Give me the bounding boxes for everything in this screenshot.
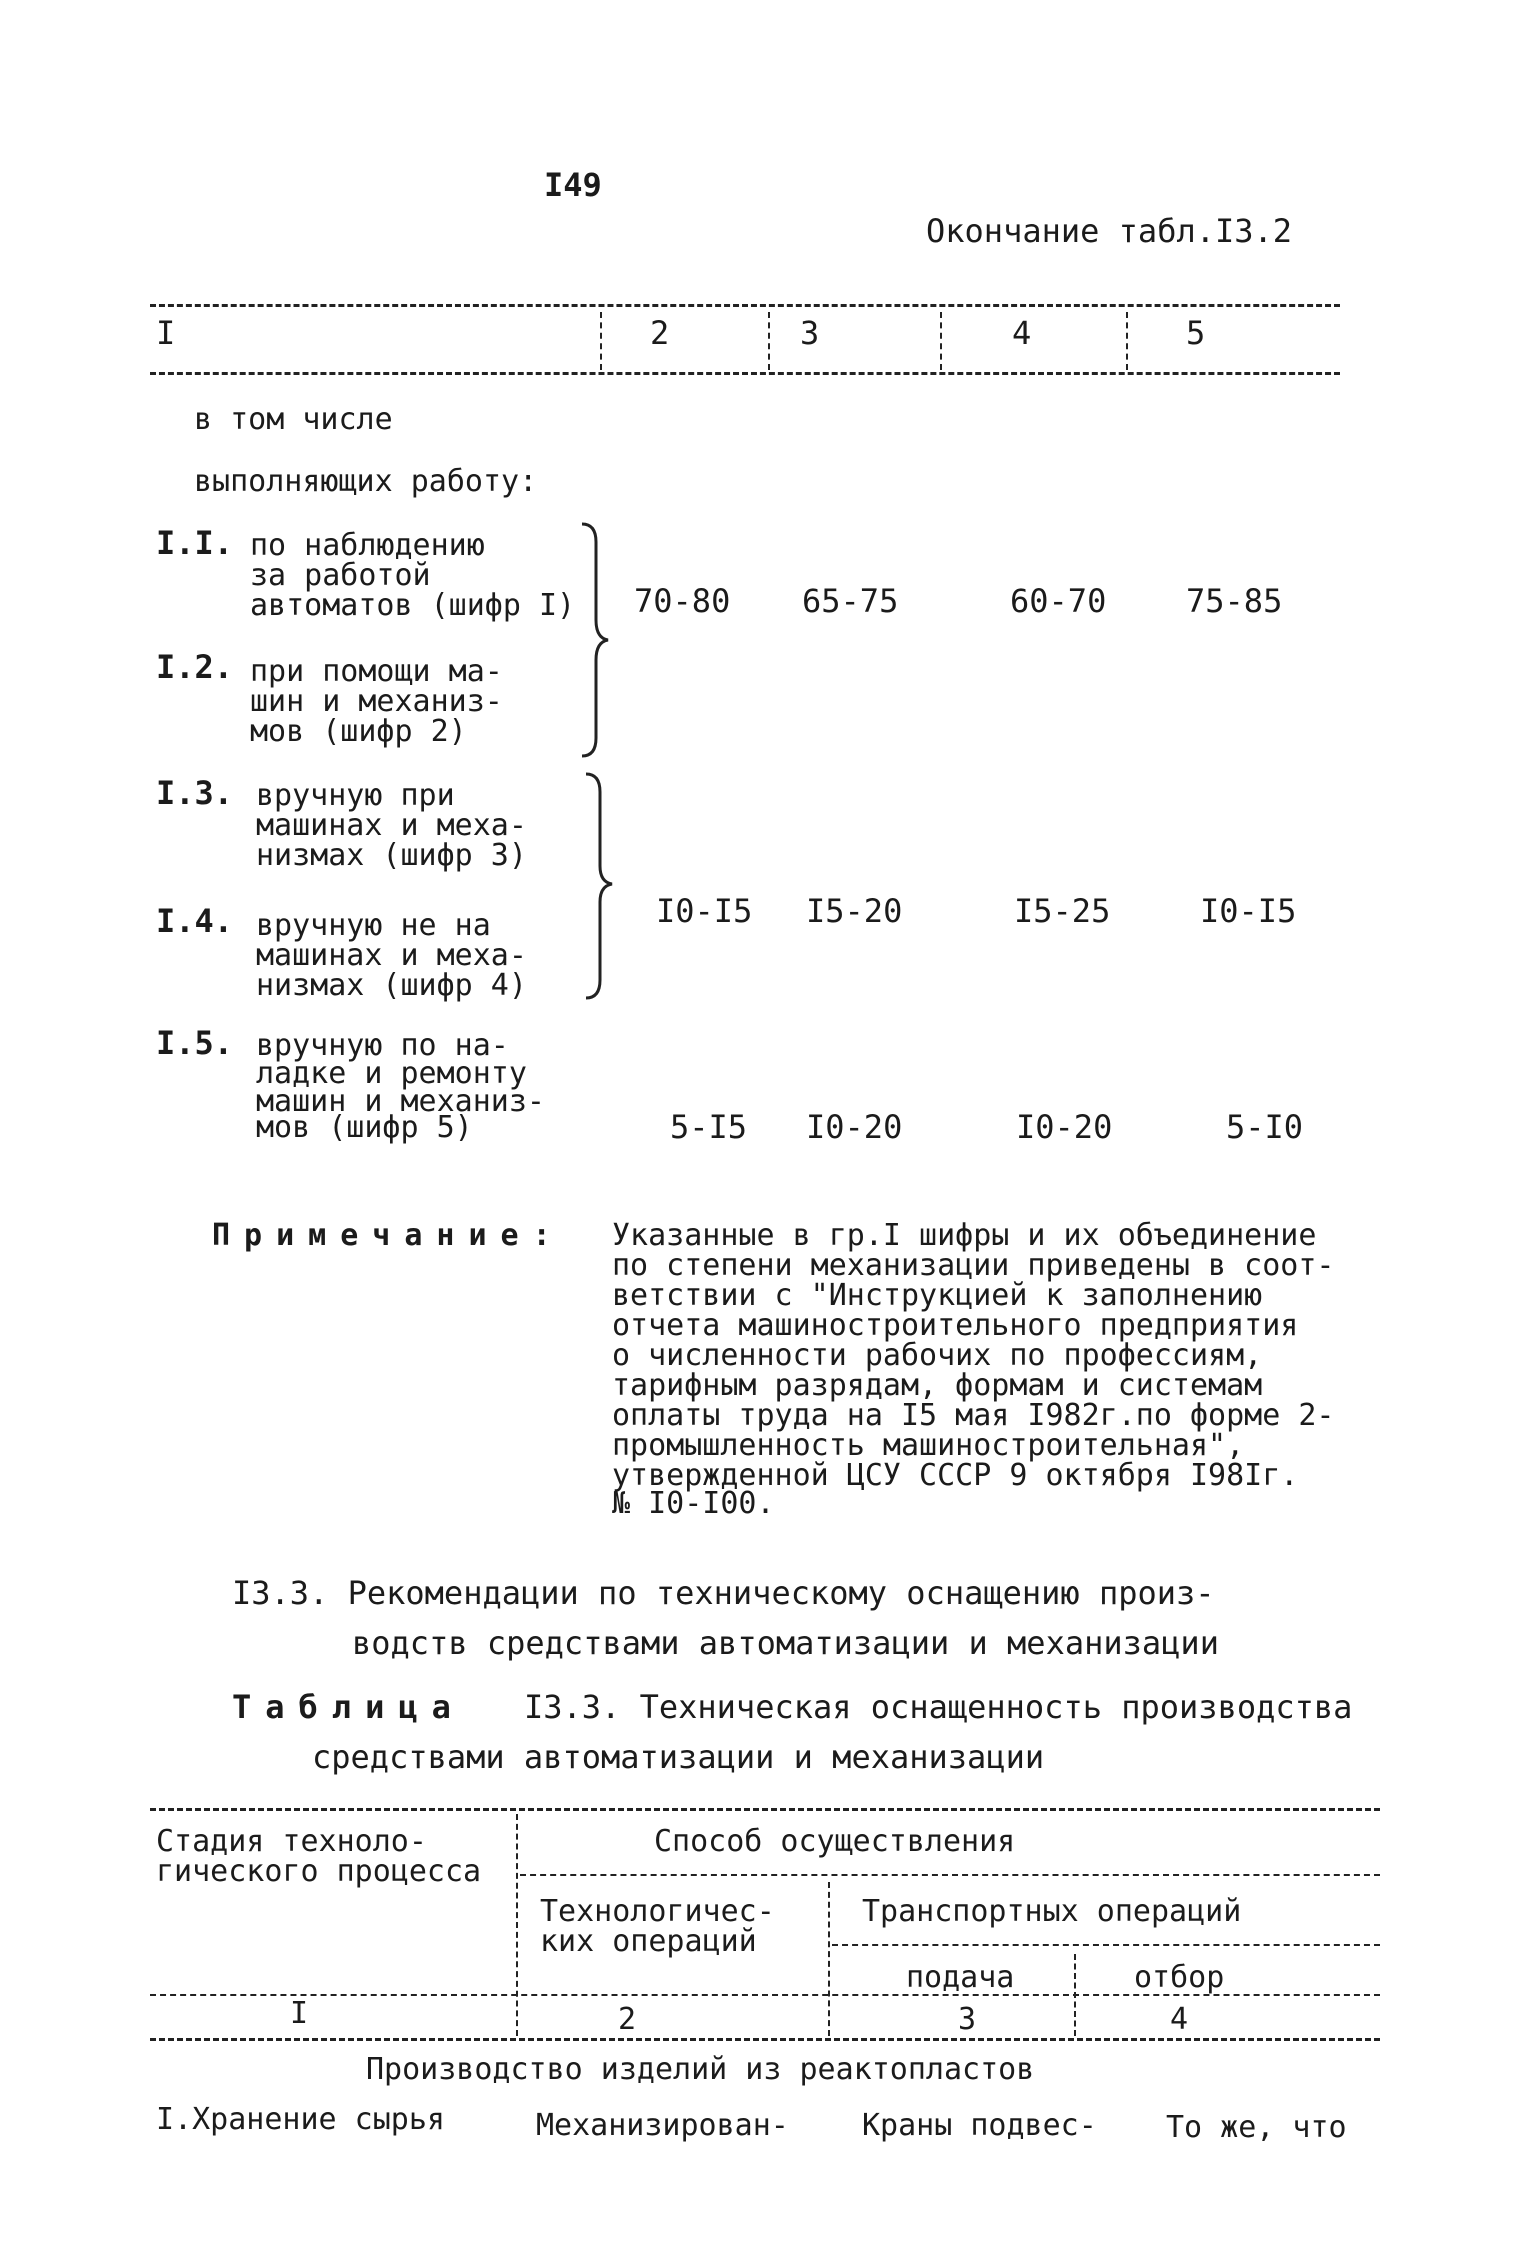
row-label-line: мов (шифр 2) bbox=[250, 714, 467, 749]
table2-cell: Краны подвес- bbox=[862, 2108, 1097, 2143]
table2-caption-label: Таблица bbox=[232, 1688, 465, 1726]
value-cell: 70-80 bbox=[634, 582, 731, 620]
table2-col-number: 4 bbox=[1170, 2002, 1189, 2037]
table1-header-col1: I bbox=[156, 314, 176, 352]
table2-col-divider bbox=[828, 1882, 830, 2036]
value-cell: I0-20 bbox=[806, 1108, 903, 1146]
note-line: отчета машиностроительного предприятия bbox=[612, 1308, 1299, 1343]
table2-feed-header: подача bbox=[906, 1960, 1015, 1995]
value-cell: I5-25 bbox=[1014, 892, 1111, 930]
row-label-line: мов (шифр 5) bbox=[256, 1110, 473, 1145]
table1-top-rule bbox=[150, 304, 1340, 307]
table2-col1-header-line: Стадия техноло- bbox=[156, 1824, 427, 1859]
page-number: I49 bbox=[544, 166, 602, 204]
table1-header-rule bbox=[150, 372, 1340, 375]
note-line: оплаты труда на I5 мая I982г.по форме 2- bbox=[612, 1398, 1335, 1433]
table1-col-divider bbox=[600, 312, 602, 370]
table2-caption-line: I3.3. Техническая оснащенность производства bbox=[524, 1688, 1353, 1726]
table2-tech-header-line: ких операций bbox=[540, 1924, 757, 1959]
row-label-line: вручную по на- bbox=[256, 1028, 509, 1063]
table2-col-number: 2 bbox=[618, 2002, 637, 2037]
table1-header-col2: 2 bbox=[650, 314, 670, 352]
value-cell: 60-70 bbox=[1010, 582, 1107, 620]
table2-subheading: Производство изделий из реактопластов bbox=[366, 2052, 1035, 2087]
table2-cell: То же, что bbox=[1166, 2110, 1347, 2145]
row-label-line: по наблюдению bbox=[250, 528, 485, 563]
section-heading-line: водств средствами автоматизации и механизации bbox=[352, 1624, 1219, 1662]
value-cell: 65-75 bbox=[802, 582, 899, 620]
note-line: ветствии с "Инструкцией к заполнению bbox=[612, 1278, 1263, 1313]
value-cell: 5-I5 bbox=[670, 1108, 748, 1146]
table1-header-col3: 3 bbox=[800, 314, 820, 352]
table1-intro-line: выполняющих работу: bbox=[194, 464, 538, 499]
table2-cell: Механизирован- bbox=[536, 2108, 789, 2143]
table1-col-divider bbox=[768, 312, 770, 370]
row-number: I.5. bbox=[156, 1024, 234, 1062]
value-cell: 5-I0 bbox=[1226, 1108, 1304, 1146]
row-label-line: за работой bbox=[250, 558, 431, 593]
row-label-line: машинах и меха- bbox=[256, 808, 527, 843]
table2-tech-header-line: Технологичес- bbox=[540, 1894, 775, 1929]
left-brace-icon bbox=[582, 772, 616, 1000]
note-line: утвержденной ЦСУ СССР 9 октября I98Iг. bbox=[612, 1458, 1299, 1493]
note-line: тарифным разрядам, формам и системам bbox=[612, 1368, 1263, 1403]
table1-col-divider bbox=[940, 312, 942, 370]
note-line: Указанные в гр.I шифры и их объединение bbox=[612, 1218, 1317, 1253]
table2-top-rule bbox=[150, 1808, 1380, 1811]
row-label-line: низмах (шифр 4) bbox=[256, 968, 527, 1003]
row-label-line: вручную при bbox=[256, 778, 455, 813]
table2-numbers-rule bbox=[150, 2038, 1380, 2041]
table1-header-col4: 4 bbox=[1012, 314, 1032, 352]
row-number: I.2. bbox=[156, 648, 234, 686]
table2-header-rule bbox=[150, 1994, 1380, 1996]
note-label: Примечание: bbox=[212, 1218, 565, 1253]
right-brace-icon bbox=[578, 522, 612, 758]
row-number: I.3. bbox=[156, 774, 234, 812]
row-label-line: ладке и ремонту bbox=[256, 1056, 527, 1091]
row-label-line: низмах (шифр 3) bbox=[256, 838, 527, 873]
table2-transport-header: Транспортных операций bbox=[862, 1894, 1242, 1929]
row-label-line: вручную не на bbox=[256, 908, 491, 943]
table1-header-col5: 5 bbox=[1186, 314, 1206, 352]
table2-col-number: I bbox=[290, 1996, 309, 2031]
table2-transport-rule bbox=[832, 1944, 1380, 1946]
row-number: I.I. bbox=[156, 524, 234, 562]
table2-col-number: 3 bbox=[958, 2002, 977, 2037]
row-label-line: при помощи ма- bbox=[250, 654, 503, 689]
value-cell: 75-85 bbox=[1186, 582, 1283, 620]
note-line: по степени механизации приведены в соот- bbox=[612, 1248, 1335, 1283]
table2-cell: I.Хранение сырья bbox=[156, 2102, 445, 2137]
section-heading-line: I3.3. Рекомендации по техническому оснащению произ- bbox=[232, 1574, 1215, 1612]
note-line: № I0-I00. bbox=[612, 1486, 775, 1521]
value-cell: I5-20 bbox=[806, 892, 903, 930]
table2-pick-header: отбор bbox=[1134, 1960, 1225, 1995]
row-label-line: машинах и меха- bbox=[256, 938, 527, 973]
row-label-line: автоматов (шифр I) bbox=[250, 588, 576, 623]
table2-method-rule bbox=[520, 1874, 1380, 1876]
row-number: I.4. bbox=[156, 902, 234, 940]
value-cell: I0-20 bbox=[1016, 1108, 1113, 1146]
table2-col-divider bbox=[516, 1814, 518, 2036]
table1-intro-line: в том числе bbox=[194, 402, 393, 437]
table2-col1-header-line: гического процесса bbox=[156, 1854, 482, 1889]
value-cell: I0-I5 bbox=[1200, 892, 1297, 930]
table-continuation-caption: Окончание табл.I3.2 bbox=[926, 212, 1293, 250]
row-label-line: шин и механиз- bbox=[250, 684, 503, 719]
note-line: о численности рабочих по профессиям, bbox=[612, 1338, 1263, 1373]
table2-method-header: Способ осуществления bbox=[654, 1824, 1016, 1859]
row-label-line: машин и механиз- bbox=[256, 1084, 545, 1119]
note-line: промышленность машиностроительная", bbox=[612, 1428, 1245, 1463]
table2-caption-line: средствами автоматизации и механизации bbox=[312, 1738, 1045, 1776]
value-cell: I0-I5 bbox=[656, 892, 753, 930]
table1-col-divider bbox=[1126, 312, 1128, 370]
